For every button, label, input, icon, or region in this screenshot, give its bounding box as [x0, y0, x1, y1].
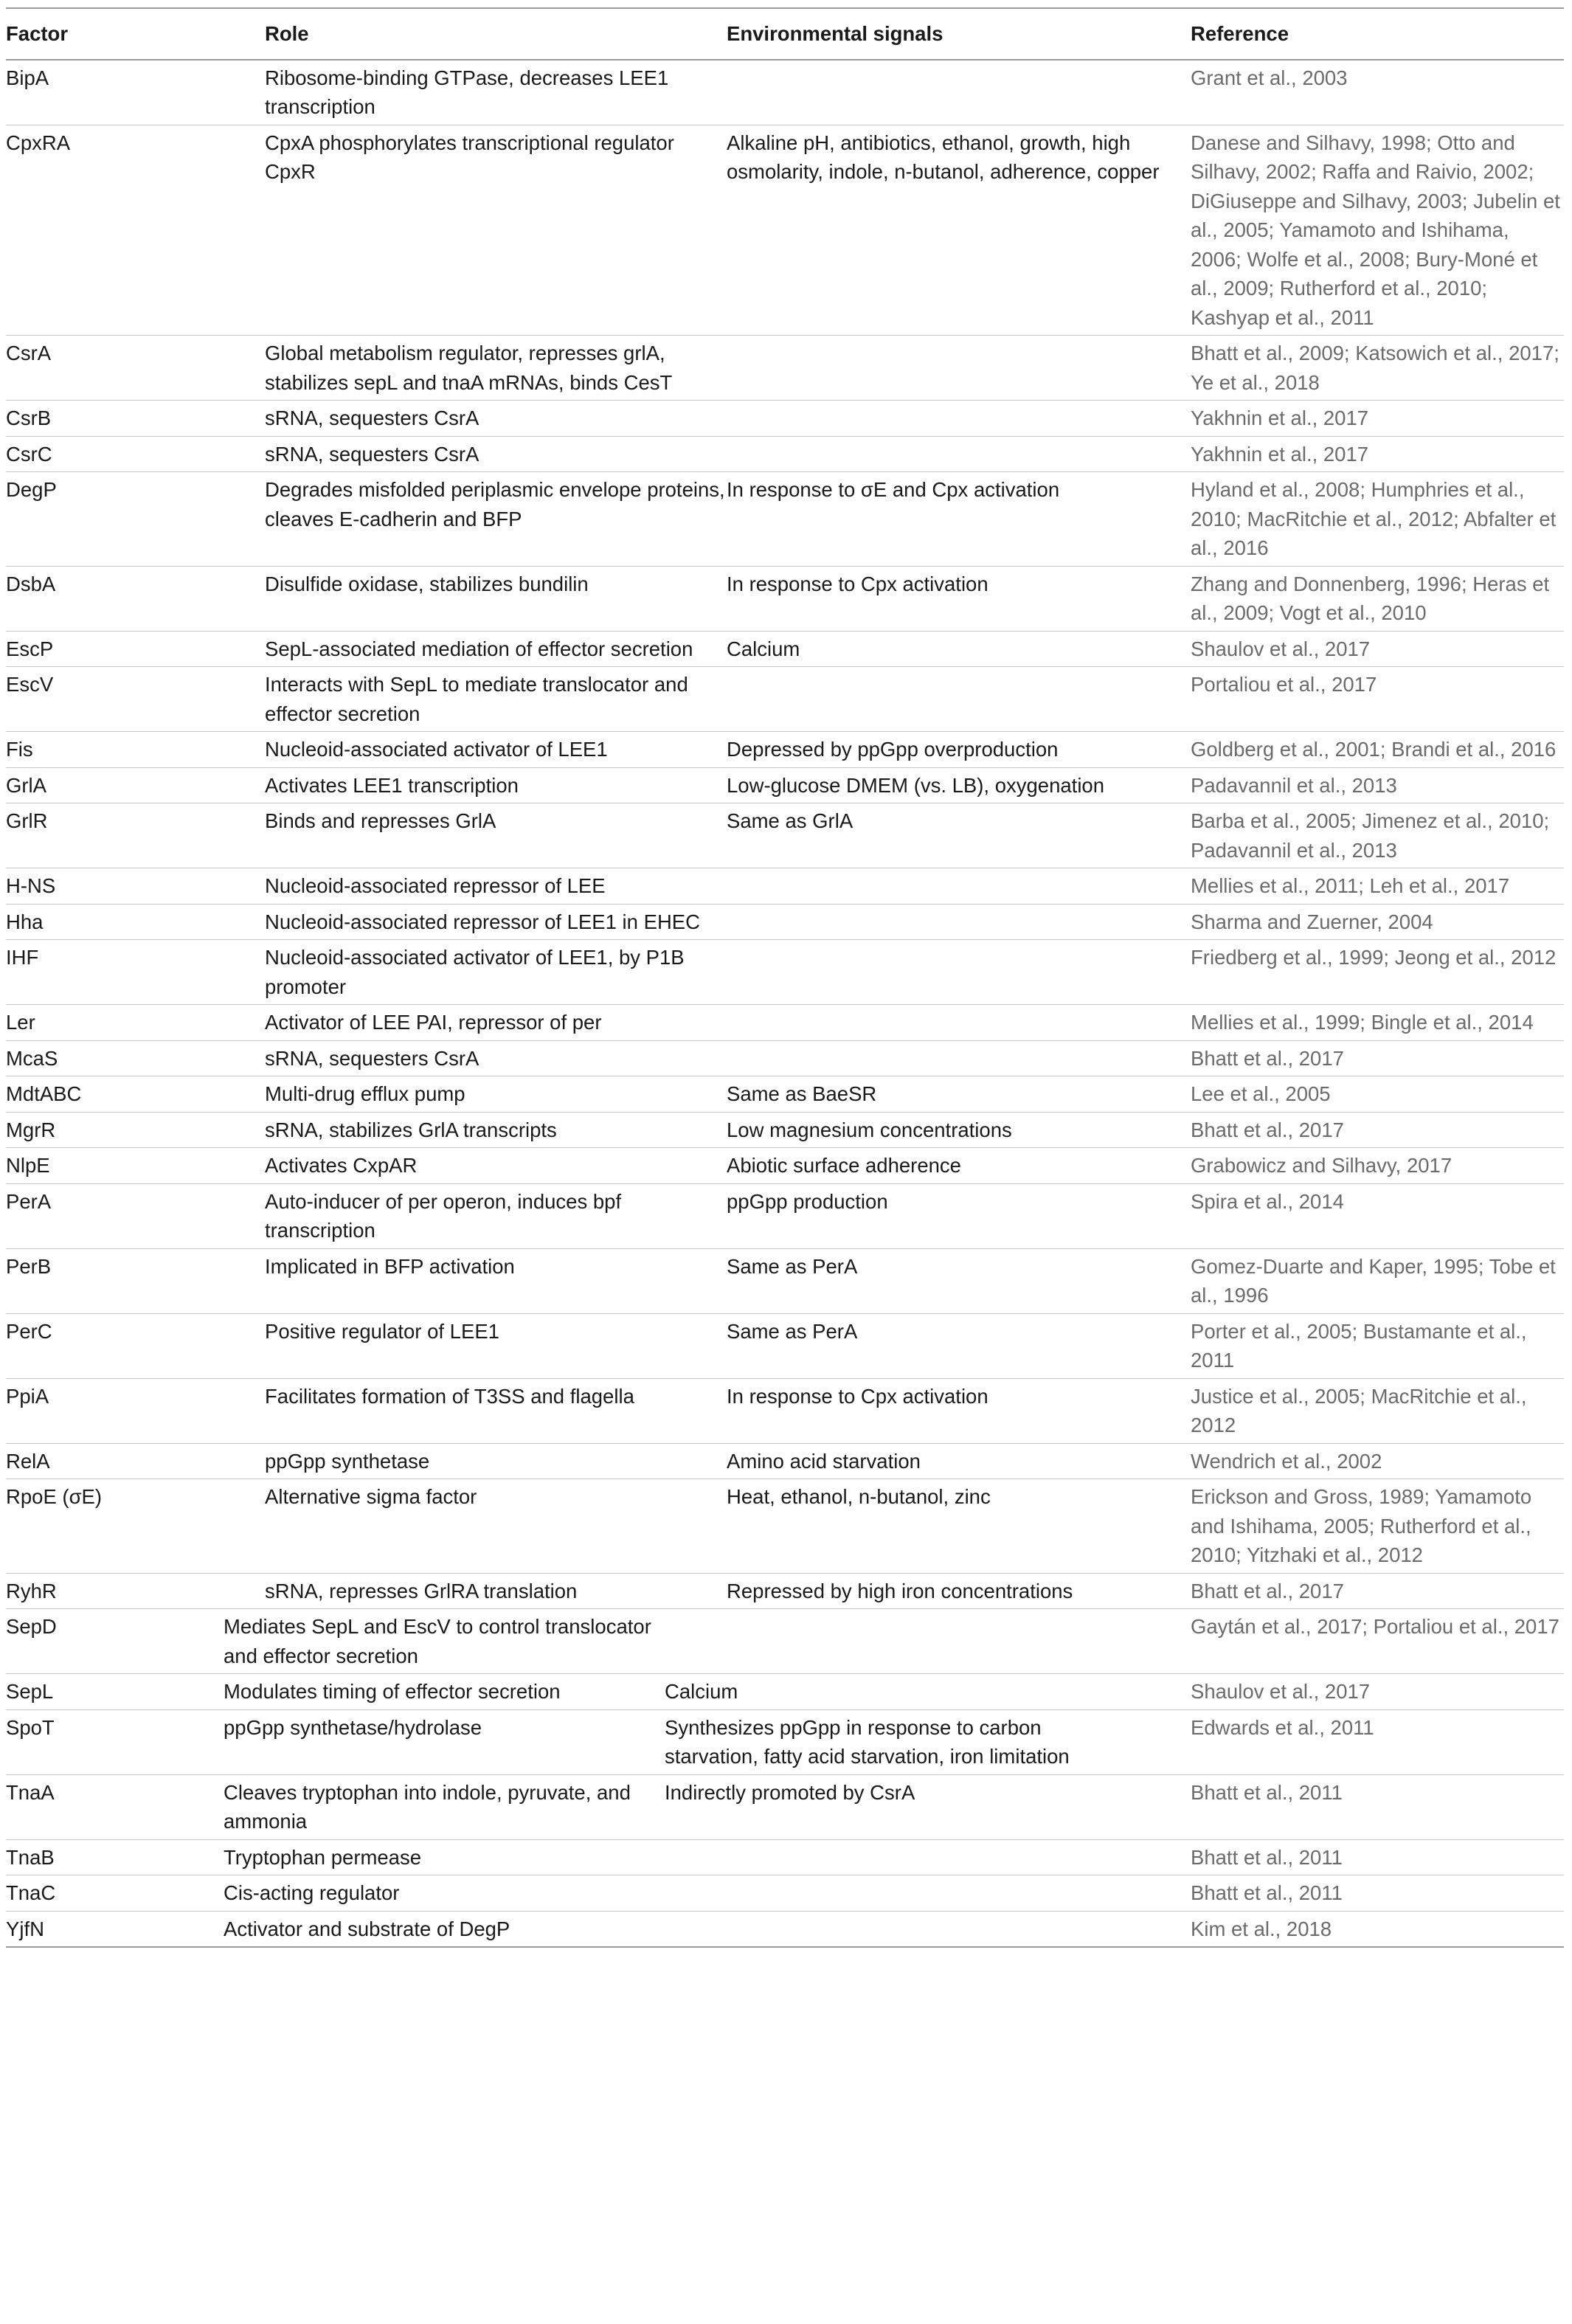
cell-reference — [1191, 1875, 1564, 1912]
cell-signals-text: In response to Cpx activation — [727, 572, 988, 595]
cell-signals — [727, 1479, 1191, 1574]
cell-signals — [727, 1005, 1191, 1041]
table-row — [6, 125, 1564, 336]
cell-factor-text: GrlR — [6, 809, 48, 832]
cell-role-text: Activates CxpAR — [265, 1154, 418, 1177]
cell-factor — [6, 732, 265, 768]
cell-reference-text: Yakhnin et al., 2017 — [1191, 442, 1369, 466]
cell-factor-text: CsrB — [6, 407, 52, 429]
cell-signals — [727, 566, 1191, 631]
cell-role — [265, 1248, 727, 1313]
header-signals: Environmental signals — [727, 8, 1191, 60]
header-row — [6, 8, 1564, 60]
cell-signals-text: Same as PerA — [727, 1254, 858, 1278]
cell-signals-text: Depressed by ppGpp overproduction — [727, 738, 1059, 761]
cell-signals — [727, 1076, 1191, 1113]
table-row — [6, 1875, 1564, 1912]
cell-signals-text: In response to Cpx activation — [727, 1384, 988, 1408]
table-row — [6, 803, 1564, 868]
cell-factor-text: MdtABC — [6, 1082, 82, 1105]
cell-role-text: Binds and represses GrlA — [265, 809, 496, 832]
cell-signals — [727, 125, 1191, 336]
cell-role-text: Auto-inducer of per operon, induces bpf transcription — [265, 1189, 622, 1242]
cell-signals-text: Same as PerA — [727, 1319, 858, 1343]
cell-reference-text: Gaytán et al., 2017; Portaliou et al., 2017 — [1191, 1615, 1559, 1638]
table-row — [6, 401, 1564, 437]
cell-role-text: Positive regulator of LEE1 — [265, 1319, 499, 1343]
cell-reference-text: Portaliou et al., 2017 — [1191, 673, 1377, 696]
cell-factor-text: EscP — [6, 637, 54, 660]
cell-reference-text: Grabowicz and Silhavy, 2017 — [1191, 1154, 1452, 1177]
cell-factor — [6, 1313, 265, 1378]
cell-role-text: ppGpp synthetase — [265, 1449, 430, 1473]
cell-signals-text: Same as BaeSR — [727, 1082, 877, 1105]
table-row — [6, 436, 1564, 472]
cell-reference-text: Bhatt et al., 2011 — [1191, 1780, 1343, 1804]
cell-signals — [727, 60, 1191, 125]
cell-reference — [1191, 1248, 1564, 1313]
cell-signals — [665, 1875, 1129, 1912]
cell-factor — [6, 60, 265, 125]
cell-role — [265, 1313, 727, 1378]
cell-reference-text: Yakhnin et al., 2017 — [1191, 407, 1369, 429]
table-row — [6, 1609, 1564, 1674]
cell-role-text: SepL-associated mediation of effector secretion — [265, 637, 693, 660]
cell-signals — [727, 1040, 1191, 1076]
cell-signals-text: In response to σE and Cpx activation — [727, 478, 1060, 501]
cell-role — [265, 868, 727, 905]
cell-factor-text: SepL — [6, 1680, 54, 1703]
cell-reference-text: Danese and Silhavy, 1998; Otto and Silhavy, 2002; Raffa and Raivio, 2002; DiGiuseppe and Silhavy, 2003; Jubelin et al., 2005; Yamamoto and Ishihama, 2006; Wolfe et al., 2008; Bury-Moné et al., 2009; Rutherford et al., 2010; Kashyap et al., 2011 — [1191, 131, 1560, 329]
cell-role — [265, 767, 727, 803]
table-row — [6, 1911, 1564, 1947]
cell-reference — [1191, 1040, 1564, 1076]
cell-reference — [1191, 732, 1564, 768]
table-row — [6, 1040, 1564, 1076]
cell-signals-text: Indirectly promoted by CsrA — [665, 1780, 915, 1804]
table-row — [6, 631, 1564, 667]
cell-reference-text: Zhang and Donnenberg, 1996; Heras et al., 2009; Vogt et al., 2010 — [1191, 572, 1550, 624]
cell-reference — [1191, 1609, 1564, 1674]
cell-role — [265, 566, 727, 631]
cell-signals-text: Calcium — [727, 637, 800, 660]
cell-signals — [727, 1573, 1191, 1609]
cell-factor — [6, 125, 265, 336]
table-row — [6, 868, 1564, 905]
header-reference: Reference — [1191, 8, 1564, 60]
cell-role-text: Facilitates formation of T3SS and flagella — [265, 1384, 634, 1408]
table-row — [6, 472, 1564, 567]
cell-signals — [727, 940, 1191, 1005]
cell-role — [224, 1839, 685, 1875]
cell-factor-text: BipA — [6, 66, 49, 89]
cell-role — [265, 1443, 727, 1479]
cell-factor-text: MgrR — [6, 1118, 56, 1141]
cell-signals-text: Synthesizes ppGpp in response to carbon starvation, fatty acid starvation, iron limitation — [665, 1715, 1070, 1768]
table-row — [6, 1112, 1564, 1148]
cell-role — [265, 631, 727, 667]
cell-role-text: sRNA, sequesters CsrA — [265, 407, 479, 429]
cell-role-text: Degrades misfolded periplasmic envelope proteins, cleaves E-cadherin and BFP — [265, 478, 725, 530]
cell-signals-text: ppGpp production — [727, 1189, 888, 1213]
cell-reference — [1191, 868, 1564, 905]
cell-signals — [727, 1183, 1191, 1248]
cell-reference — [1191, 60, 1564, 125]
cell-factor-text: DegP — [6, 478, 57, 501]
table-row — [6, 732, 1564, 768]
cell-signals — [665, 1839, 1129, 1875]
cell-factor-text: PpiA — [6, 1384, 49, 1408]
cell-signals — [665, 1911, 1129, 1947]
cell-factor — [6, 1443, 265, 1479]
table-header — [6, 8, 1564, 60]
header-factor: Factor — [6, 8, 265, 60]
cell-role — [224, 1674, 685, 1710]
table-container — [0, 7, 1572, 1948]
cell-reference-text: Hyland et al., 2008; Humphries et al., 2010; MacRitchie et al., 2012; Abfalter et al., 2016 — [1191, 478, 1557, 559]
cell-signals — [727, 803, 1191, 868]
cell-factor-text: EscV — [6, 673, 54, 696]
cell-signals — [727, 401, 1191, 437]
cell-factor-text: CsrA — [6, 342, 52, 364]
cell-signals — [665, 1609, 1129, 1674]
cell-factor — [6, 1040, 265, 1076]
cell-signals — [727, 336, 1191, 401]
cell-role — [265, 472, 727, 567]
cell-role-text: Activates LEE1 transcription — [265, 773, 519, 797]
cell-factor — [6, 1005, 265, 1041]
cell-reference — [1191, 436, 1564, 472]
cell-signals — [665, 1774, 1129, 1839]
cell-factor — [6, 631, 265, 667]
table-row — [6, 940, 1564, 1005]
cell-reference-text: Porter et al., 2005; Bustamante et al., 2011 — [1191, 1319, 1527, 1372]
cell-signals-text: Amino acid starvation — [727, 1449, 921, 1473]
cell-reference — [1191, 1005, 1564, 1041]
cell-factor-text: McaS — [6, 1046, 58, 1070]
cell-role — [265, 401, 727, 437]
cell-signals-text: Low magnesium concentrations — [727, 1118, 1012, 1141]
cell-role-text: Implicated in BFP activation — [265, 1254, 515, 1278]
cell-role — [265, 1040, 727, 1076]
cell-reference-text: Goldberg et al., 2001; Brandi et al., 2016 — [1191, 738, 1557, 761]
cell-factor-text: CpxRA — [6, 131, 71, 154]
cell-role-text: CpxA phosphorylates transcriptional regulator CpxR — [265, 131, 674, 183]
cell-role — [265, 1573, 727, 1609]
cell-reference-text: Mellies et al., 1999; Bingle et al., 2014 — [1191, 1011, 1534, 1034]
cell-reference-text: Justice et al., 2005; MacRitchie et al., 2012 — [1191, 1384, 1527, 1436]
table-row — [6, 1674, 1564, 1710]
cell-role — [265, 1005, 727, 1041]
cell-reference — [1191, 940, 1564, 1005]
cell-factor — [6, 868, 265, 905]
cell-role-text: Nucleoid-associated activator of LEE1 — [265, 738, 608, 761]
cell-role-text: Global metabolism regulator, represses grlA, stabilizes sepL and tnaA mRNAs, binds CesT — [265, 342, 673, 394]
cell-signals — [727, 1313, 1191, 1378]
cell-reference-text: Wendrich et al., 2002 — [1191, 1449, 1382, 1473]
cell-role-text: Interacts with SepL to mediate translocator and effector secretion — [265, 673, 688, 725]
cell-factor-text: Hha — [6, 910, 44, 933]
cell-reference — [1191, 667, 1564, 732]
cell-signals — [727, 631, 1191, 667]
cell-factor — [6, 940, 265, 1005]
table-row — [6, 1839, 1564, 1875]
cell-reference — [1191, 631, 1564, 667]
cell-factor — [6, 1573, 265, 1609]
cell-role — [265, 60, 727, 125]
cell-signals — [665, 1709, 1129, 1774]
table-body — [6, 60, 1564, 1948]
table-row — [6, 767, 1564, 803]
cell-signals-text: Low-glucose DMEM (vs. LB), oxygenation — [727, 773, 1105, 797]
cell-role-text: Nucleoid-associated repressor of LEE1 in EHEC — [265, 910, 701, 933]
cell-signals — [727, 667, 1191, 732]
cell-reference — [1191, 1148, 1564, 1184]
cell-signals — [727, 1248, 1191, 1313]
cell-role — [265, 436, 727, 472]
table-row — [6, 1313, 1564, 1378]
cell-factor-text: RyhR — [6, 1579, 57, 1602]
cell-factor-text: TnaB — [6, 1845, 55, 1869]
cell-reference-text: Kim et al., 2018 — [1191, 1917, 1332, 1940]
cell-role-text: Ribosome-binding GTPase, decreases LEE1 transcription — [265, 66, 669, 118]
cell-signals — [727, 732, 1191, 768]
cell-reference-text: Bhatt et al., 2011 — [1191, 1845, 1343, 1869]
cell-reference-text: Bhatt et al., 2017 — [1191, 1579, 1344, 1602]
cell-reference-text: Shaulov et al., 2017 — [1191, 637, 1371, 660]
cell-role-text: Disulfide oxidase, stabilizes bundilin — [265, 572, 589, 595]
cell-role — [224, 1875, 685, 1912]
cell-reference-text: Barba et al., 2005; Jimenez et al., 2010; Padavannil et al., 2013 — [1191, 809, 1550, 862]
table-row — [6, 1443, 1564, 1479]
cell-factor-text: TnaA — [6, 1780, 55, 1804]
cell-factor-text: GrlA — [6, 773, 46, 797]
cell-factor — [6, 436, 265, 472]
cell-factor-text: PerA — [6, 1189, 52, 1213]
cell-reference — [1191, 1674, 1564, 1710]
cell-role — [265, 940, 727, 1005]
cell-reference — [1191, 803, 1564, 868]
cell-signals — [665, 1674, 1129, 1710]
cell-role — [265, 1112, 727, 1148]
cell-role — [224, 1609, 685, 1674]
cell-role-text: Modulates timing of effector secretion — [224, 1680, 561, 1703]
cell-role — [224, 1911, 685, 1947]
cell-factor — [6, 904, 265, 940]
cell-role-text: Nucleoid-associated repressor of LEE — [265, 874, 606, 897]
cell-role — [265, 667, 727, 732]
cell-signals — [727, 472, 1191, 567]
cell-factor — [6, 1076, 265, 1113]
cell-signals-text: Alkaline pH, antibiotics, ethanol, growth, high osmolarity, indole, n-butanol, adherence, copper — [727, 131, 1160, 183]
table-row — [6, 1378, 1564, 1443]
cell-factor — [6, 1248, 265, 1313]
cell-reference — [1191, 125, 1564, 336]
cell-role-text: Activator and substrate of DegP — [224, 1917, 510, 1940]
cell-role-text: Activator of LEE PAI, repressor of per — [265, 1011, 602, 1034]
cell-role-text: sRNA, represses GrlRA translation — [265, 1579, 578, 1602]
cell-reference — [1191, 1573, 1564, 1609]
cell-factor-text: YjfN — [6, 1917, 44, 1940]
cell-role-text: sRNA, sequesters CsrA — [265, 442, 479, 466]
cell-role — [265, 803, 727, 868]
cell-role-text: sRNA, stabilizes GrlA transcripts — [265, 1118, 557, 1141]
table-row — [6, 1479, 1564, 1574]
cell-reference — [1191, 1911, 1564, 1947]
cell-reference-text: Spira et al., 2014 — [1191, 1189, 1344, 1213]
cell-signals — [727, 1443, 1191, 1479]
cell-reference-text: Bhatt et al., 2011 — [1191, 1881, 1343, 1904]
cell-factor-text: CsrC — [6, 442, 52, 466]
cell-reference-text: Gomez-Duarte and Kaper, 1995; Tobe et al., 1996 — [1191, 1254, 1556, 1307]
table-row — [6, 667, 1564, 732]
table-row — [6, 336, 1564, 401]
cell-role — [224, 1709, 685, 1774]
cell-role — [265, 1479, 727, 1574]
cell-reference — [1191, 1112, 1564, 1148]
cell-role-text: Cleaves tryptophan into indole, pyruvate, and ammonia — [224, 1780, 631, 1833]
cell-factor-text: RpoE (σE) — [6, 1485, 103, 1508]
cell-reference-text: Mellies et al., 2011; Leh et al., 2017 — [1191, 874, 1510, 897]
cell-factor-text: Ler — [6, 1011, 35, 1034]
cell-signals — [727, 868, 1191, 905]
cell-reference — [1191, 1774, 1564, 1839]
cell-reference — [1191, 1378, 1564, 1443]
cell-factor — [6, 1183, 265, 1248]
cell-reference — [1191, 472, 1564, 567]
cell-factor-text: PerB — [6, 1254, 52, 1278]
cell-reference — [1191, 401, 1564, 437]
cell-role — [265, 1076, 727, 1113]
cell-reference — [1191, 1709, 1564, 1774]
cell-reference — [1191, 1313, 1564, 1378]
cell-reference-text: Grant et al., 2003 — [1191, 66, 1348, 89]
cell-role-text: Tryptophan permease — [224, 1845, 422, 1869]
cell-reference — [1191, 566, 1564, 631]
cell-signals — [727, 1112, 1191, 1148]
cell-factor — [6, 1378, 265, 1443]
cell-role — [224, 1774, 685, 1839]
cell-reference-text: Shaulov et al., 2017 — [1191, 1680, 1371, 1703]
cell-factor-text: SepD — [6, 1615, 57, 1638]
cell-reference — [1191, 336, 1564, 401]
cell-reference — [1191, 904, 1564, 940]
cell-reference-text: Bhatt et al., 2017 — [1191, 1118, 1344, 1141]
cell-role-text: Multi-drug efflux pump — [265, 1082, 465, 1105]
cell-factor — [6, 401, 265, 437]
cell-role — [265, 904, 727, 940]
cell-role — [265, 1148, 727, 1184]
cell-factor-text: DsbA — [6, 572, 56, 595]
cell-signals-text: Abiotic surface adherence — [727, 1154, 961, 1177]
regulatory-factors-table — [6, 7, 1564, 1948]
table-row — [6, 566, 1564, 631]
cell-reference-text: Lee et al., 2005 — [1191, 1082, 1331, 1105]
cell-signals-text: Calcium — [665, 1680, 738, 1703]
cell-factor — [6, 1112, 265, 1148]
cell-signals — [727, 1148, 1191, 1184]
cell-reference — [1191, 1839, 1564, 1875]
cell-factor-text: SpoT — [6, 1715, 55, 1739]
cell-role — [265, 336, 727, 401]
table-row — [6, 1076, 1564, 1113]
cell-factor — [6, 767, 265, 803]
cell-signals-text: Heat, ethanol, n-butanol, zinc — [727, 1485, 991, 1508]
cell-role — [265, 1378, 727, 1443]
cell-reference-text: Padavannil et al., 2013 — [1191, 773, 1397, 797]
cell-factor-text: IHF — [6, 946, 39, 969]
cell-role-text: Cis-acting regulator — [224, 1881, 400, 1904]
cell-factor-text: Fis — [6, 738, 33, 761]
cell-signals — [727, 904, 1191, 940]
cell-role-text: ppGpp synthetase/hydrolase — [224, 1715, 482, 1739]
cell-signals — [727, 1378, 1191, 1443]
cell-factor — [6, 667, 265, 732]
cell-role-text: Alternative sigma factor — [265, 1485, 477, 1508]
cell-factor — [6, 1148, 265, 1184]
cell-reference-text: Friedberg et al., 1999; Jeong et al., 2012 — [1191, 946, 1557, 969]
cell-reference — [1191, 1183, 1564, 1248]
cell-signals-text: Repressed by high iron concentrations — [727, 1579, 1073, 1602]
cell-reference — [1191, 1443, 1564, 1479]
cell-reference-text: Edwards et al., 2011 — [1191, 1715, 1374, 1739]
cell-factor — [6, 566, 265, 631]
cell-factor — [6, 1479, 265, 1574]
table-row — [6, 1774, 1564, 1839]
table-row — [6, 1248, 1564, 1313]
table-row — [6, 1148, 1564, 1184]
table-row — [6, 904, 1564, 940]
cell-factor-text: NlpE — [6, 1154, 50, 1177]
table-row — [6, 1573, 1564, 1609]
cell-reference — [1191, 1076, 1564, 1113]
cell-factor-text: H-NS — [6, 874, 56, 897]
table-row — [6, 1005, 1564, 1041]
table-row — [6, 1183, 1564, 1248]
cell-signals — [727, 767, 1191, 803]
cell-factor-text: TnaC — [6, 1881, 56, 1904]
cell-reference — [1191, 767, 1564, 803]
cell-role-text: sRNA, sequesters CsrA — [265, 1046, 479, 1070]
cell-role-text: Mediates SepL and EscV to control translocator and effector secretion — [224, 1615, 651, 1667]
header-role: Role — [265, 8, 727, 60]
cell-reference-text: Bhatt et al., 2017 — [1191, 1046, 1344, 1070]
cell-role — [265, 125, 727, 336]
cell-role-text: Nucleoid-associated activator of LEE1, by P1B promoter — [265, 946, 685, 998]
table-row — [6, 60, 1564, 125]
cell-reference-text: Sharma and Zuerner, 2004 — [1191, 910, 1433, 933]
cell-factor — [6, 803, 265, 868]
cell-factor — [6, 472, 265, 567]
cell-role — [265, 732, 727, 768]
cell-signals-text: Same as GrlA — [727, 809, 853, 832]
cell-reference-text: Bhatt et al., 2009; Katsowich et al., 2017; Ye et al., 2018 — [1191, 342, 1559, 394]
cell-role — [265, 1183, 727, 1248]
table-row — [6, 1709, 1564, 1774]
cell-factor-text: PerC — [6, 1319, 52, 1343]
cell-factor-text: RelA — [6, 1449, 50, 1473]
cell-signals — [727, 436, 1191, 472]
cell-reference — [1191, 1479, 1564, 1574]
cell-factor — [6, 336, 265, 401]
cell-reference-text: Erickson and Gross, 1989; Yamamoto and Ishihama, 2005; Rutherford et al., 2010; Yitzhaki et al., 2012 — [1191, 1485, 1532, 1566]
